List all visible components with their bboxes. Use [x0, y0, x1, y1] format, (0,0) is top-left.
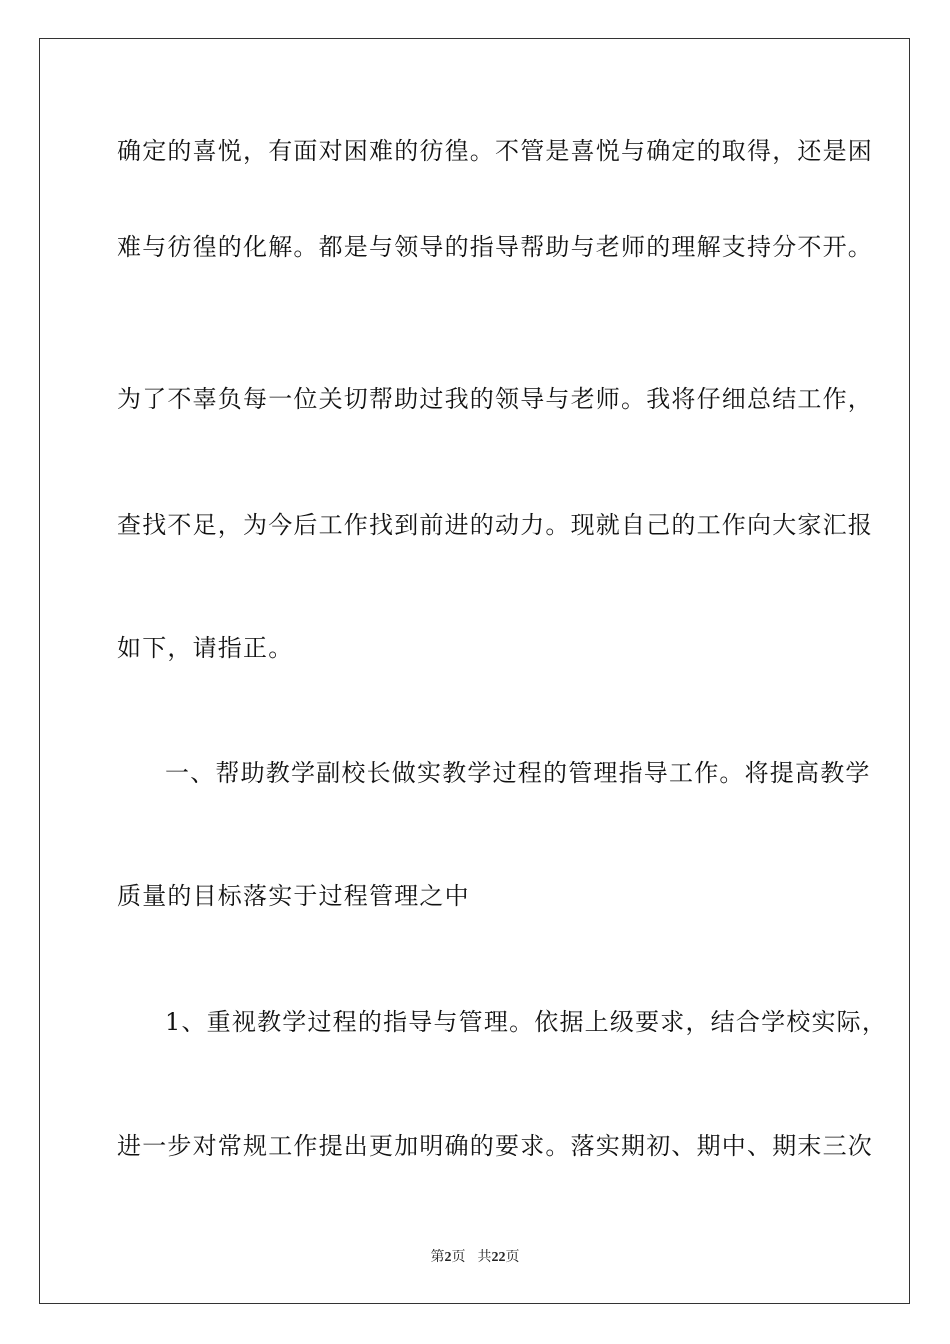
list-item-line-1: 1、重视教学过程的指导与管理。依据上级要求，结合学校实际， — [165, 1008, 888, 1036]
page-border — [39, 38, 910, 1304]
section-heading-line-2: 质量的目标落实于过程管理之中 — [117, 882, 470, 910]
page-number: 2 — [444, 1250, 452, 1265]
text-line-5: 如下，请指正。 — [117, 634, 294, 662]
page-suffix: 页 — [451, 1249, 466, 1265]
page-prefix: 第 — [430, 1249, 445, 1265]
text-line-2: 难与彷徨的化解。都是与领导的指导帮助与老师的理解支持分不开。 — [117, 233, 873, 261]
list-item-line-2: 进一步对常规工作提出更加明确的要求。落实期初、期中、期末三次 — [117, 1132, 873, 1160]
total-prefix: 共 — [477, 1249, 492, 1265]
page-footer — [0, 1248, 950, 1267]
text-line-1: 确定的喜悦，有面对困难的彷徨。不管是喜悦与确定的取得，还是困 — [117, 137, 873, 165]
text-line-3: 为了不辜负每一位关切帮助过我的领导与老师。我将仔细总结工作， — [117, 385, 873, 413]
total-pages: 22 — [491, 1250, 506, 1265]
total-suffix: 页 — [505, 1249, 520, 1265]
section-heading-line-1: 一、帮助教学副校长做实教学过程的管理指导工作。将提高教学 — [165, 759, 871, 787]
text-line-4: 查找不足，为今后工作找到前进的动力。现就自己的工作向大家汇报 — [117, 511, 873, 539]
